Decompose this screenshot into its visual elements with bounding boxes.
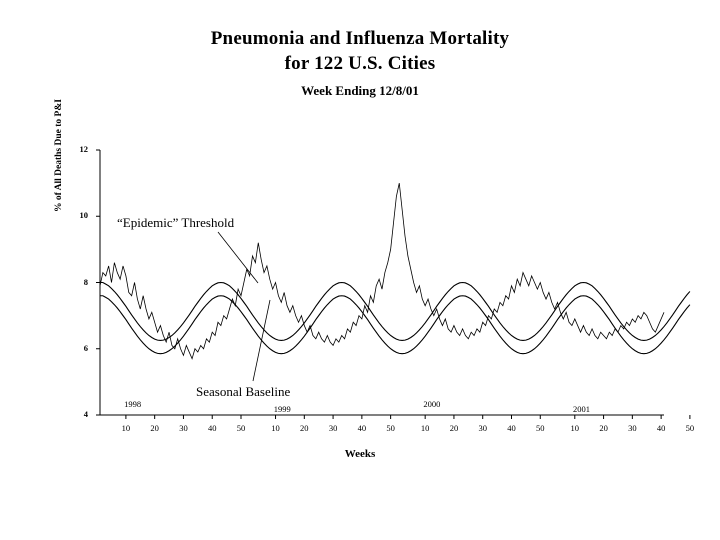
annotation-leader-lines — [218, 232, 270, 381]
chart-subtitle: Week Ending 12/8/01 — [301, 83, 419, 98]
x-tick-label: 10 — [271, 423, 280, 433]
x-tick-label: 20 — [300, 423, 309, 433]
x-axis-label: Weeks — [344, 448, 376, 460]
x-tick-label: 50 — [536, 423, 545, 433]
x-tick-label: 50 — [236, 423, 246, 433]
y-tick-label: 10 — [79, 210, 88, 221]
annotation-seasonal-baseline: Seasonal Baseline — [196, 384, 291, 399]
y-tick-label: 6 — [83, 342, 88, 353]
y-tick-label: 12 — [79, 144, 88, 154]
y-tick-label: 8 — [83, 276, 88, 287]
x-tick-label: 20 — [150, 423, 159, 433]
annotation-epidemic-threshold: “Epidemic” Threshold — [117, 215, 235, 230]
series-observed — [100, 183, 664, 359]
x-tick-label: 50 — [685, 423, 695, 433]
x-tick-label: 40 — [656, 423, 666, 433]
x-tick-label: 20 — [449, 423, 459, 433]
y-axis-label: % of All Deaths Due to P&I — [54, 99, 64, 212]
x-tick-label: 30 — [628, 423, 637, 433]
x-tick-label: 30 — [179, 423, 188, 433]
x-tick-label: 10 — [121, 423, 131, 433]
x-tick-label: 20 — [599, 423, 608, 433]
series-seasonal-baseline — [100, 296, 690, 354]
year-label: 1999 — [273, 404, 291, 414]
year-label: 2001 — [573, 404, 591, 414]
x-tick-label: 40 — [357, 423, 367, 433]
chart-title-line-1: Pneumonia and Influenza Mortality — [210, 28, 510, 49]
axis-ticks — [96, 150, 690, 419]
x-tick-label: 10 — [420, 423, 430, 433]
data-series — [100, 183, 690, 359]
axis-lines — [100, 150, 664, 415]
series-epidemic-threshold — [100, 283, 690, 341]
year-label: 1998 — [124, 399, 142, 409]
chart-title-line-2: for 122 U.S. Cities — [284, 53, 436, 74]
y-tick-label: 4 — [83, 409, 88, 419]
year-label: 2000 — [423, 399, 441, 409]
x-tick-label: 30 — [328, 423, 338, 433]
x-tick-label: 50 — [386, 423, 395, 433]
x-tick-label: 40 — [207, 423, 217, 433]
x-tick-label: 10 — [570, 423, 580, 433]
x-tick-label: 30 — [478, 423, 487, 433]
x-tick-label: 40 — [507, 423, 516, 433]
